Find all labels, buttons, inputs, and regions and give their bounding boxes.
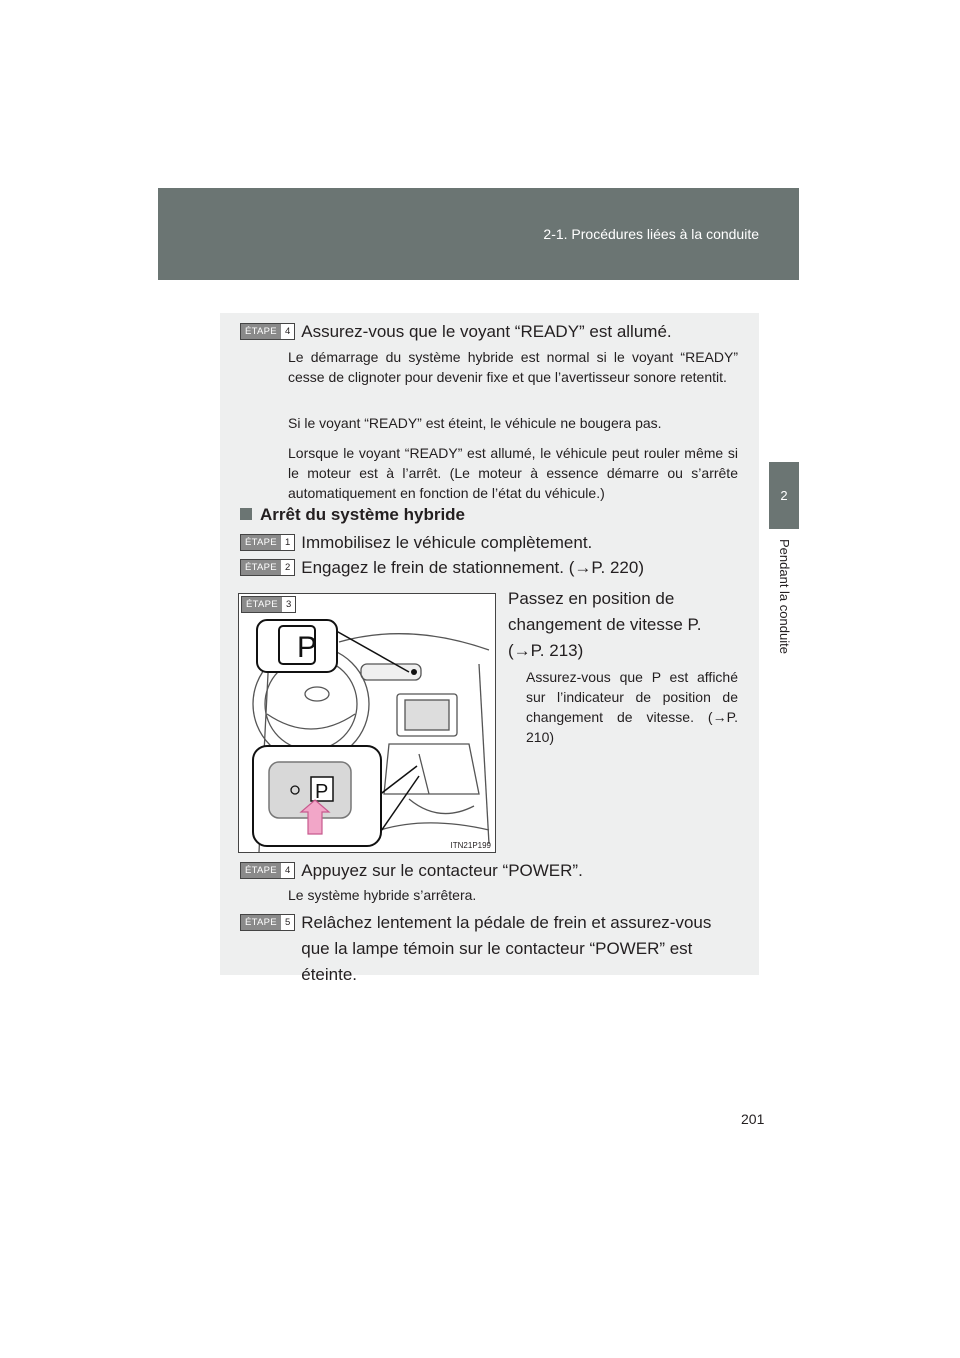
step-badge: ÉTAPE 4 — [240, 323, 295, 340]
button-letter: P — [315, 781, 329, 803]
dashboard-illustration — [238, 593, 496, 853]
step-4-ready — [240, 319, 672, 345]
note-paragraph: Le démarrage du système hybride est normal si le voyant “READY” cesse de clignoter pour devenir fixe et que l’avertisseur sonore retentit. — [288, 349, 738, 385]
square-bullet-icon — [240, 508, 252, 520]
page-number: 201 — [741, 1111, 765, 1127]
step-badge: ÉTAPE 2 — [240, 559, 295, 576]
section-heading: Arrêt du système hybride — [240, 505, 465, 525]
chapter-side-label: Pendant la conduite — [777, 539, 792, 654]
step-5-release — [240, 910, 740, 988]
step-4-power — [240, 858, 583, 884]
step-text: Relâchez lentement la pédale de frein et assurez-vous que la lampe témoin sur le contacteur “POWER” est éteinte. — [301, 913, 712, 984]
chapter-header — [158, 188, 799, 280]
step-text: Appuyez sur le contacteur “POWER”. — [301, 861, 583, 880]
step-2-parking-brake — [240, 555, 644, 581]
step-text: Assurez-vous que le voyant “READY” est allumé. — [301, 322, 672, 341]
step-badge: ÉTAPE 4 — [240, 862, 295, 879]
figure-code: ITN21P199 — [450, 841, 491, 850]
step-badge: ÉTAPE 1 — [240, 534, 295, 551]
content-panel — [220, 313, 759, 984]
chapter-number-tab: 2 — [769, 462, 799, 529]
note-paragraph: Lorsque le voyant “READY” est allumé, le véhicule peut rouler même si le moteur est à l’arrêt. (Le moteur à essence démarre ou s’arrête automatiquement en fonction de l’état du véhicule.) — [288, 445, 738, 501]
step-3-note: Assurez-vous que P est affiché sur l’indicateur de position de changement de vitesse. (→P. 210) — [526, 669, 738, 745]
step-text: Engagez le frein de stationnement. (→P. 220) — [301, 558, 644, 577]
step-badge: ÉTAPE 5 — [240, 914, 295, 931]
note-paragraph: Si le voyant “READY” est éteint, le véhicule ne bougera pas. — [288, 415, 662, 431]
dashboard-drawing — [239, 594, 495, 852]
note-paragraph: Le système hybride s’arrêtera. — [288, 887, 477, 903]
step-3-text: Passez en position de changement de vitesse P. (→P. 213) — [508, 589, 702, 660]
step-text: Immobilisez le véhicule complètement. — [301, 533, 593, 552]
indicator-dot — [411, 669, 417, 675]
step-badge: ÉTAPE 3 — [241, 596, 296, 613]
chapter-title: 2-1. Procédures liées à la conduite — [543, 226, 759, 242]
step-1-stop — [240, 530, 592, 556]
indicator-letter: P — [297, 631, 318, 664]
